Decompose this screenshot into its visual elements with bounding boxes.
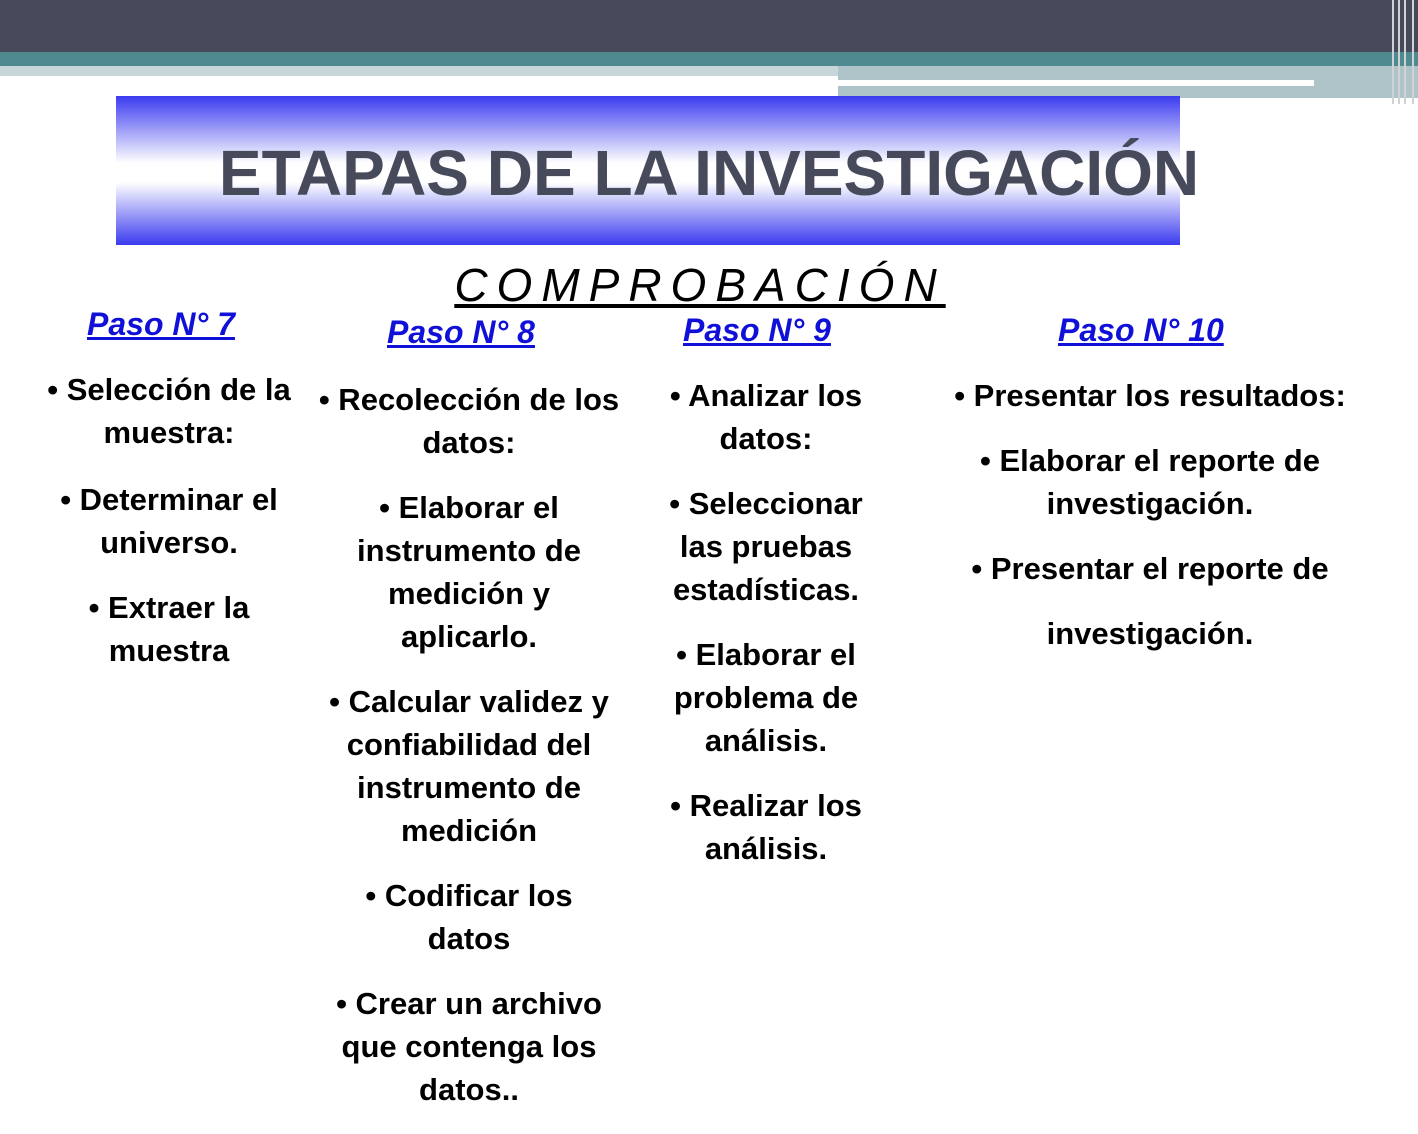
step-8-list (310, 378, 628, 1133)
step-9-item: • Realizar los análisis. (670, 788, 862, 866)
step-9-item: • Analizar los datos: (669, 378, 863, 456)
step-9-label: Paso N° 9 (683, 312, 831, 348)
header-vertical-lines (1388, 0, 1418, 104)
step-8-item: • Recolección de los datos: (318, 382, 620, 460)
step-7-item: • Extraer la muestra (88, 590, 250, 668)
header-band-teal (0, 52, 1418, 66)
header-band-dark (0, 0, 1418, 52)
step-8-label: Paso N° 8 (387, 314, 535, 350)
step-9-list (652, 374, 880, 892)
step-10-label: Paso N° 10 (1058, 312, 1224, 348)
step-10-item: investigación. (1046, 616, 1254, 651)
step-9-item: • Seleccionar las pruebas estadísticas. (669, 486, 863, 607)
step-7-label: Paso N° 7 (87, 306, 235, 342)
step-10-item: • Presentar el reporte de (971, 551, 1329, 586)
step-10-list (912, 374, 1388, 677)
step-7-item: • Determinar el universo. (60, 482, 278, 560)
step-9-item: • Elaborar el problema de análisis. (673, 637, 859, 758)
step-8-item: • Calcular validez y confiabilidad del instrumento de medición (329, 684, 609, 848)
step-8-item: • Codificar los datos (365, 878, 573, 956)
step-10-item: • Elaborar el reporte de investigación. (980, 443, 1320, 521)
header-band-left (0, 66, 838, 76)
step-10-item: • Presentar los resultados: (954, 378, 1346, 413)
step-8-item: • Crear un archivo que contenga los datos.. (336, 986, 602, 1107)
header-band-stripe (838, 80, 1314, 86)
slide-subtitle: COMPROBACIÓN (454, 259, 946, 311)
step-7-list (40, 368, 298, 694)
step-7-item: • Selección de la muestra: (47, 372, 291, 450)
slide-title: ETAPAS DE LA INVESTIGACIÓN (218, 137, 1200, 209)
step-8-item: • Elaborar el instrumento de medición y aplicarlo. (357, 490, 581, 654)
